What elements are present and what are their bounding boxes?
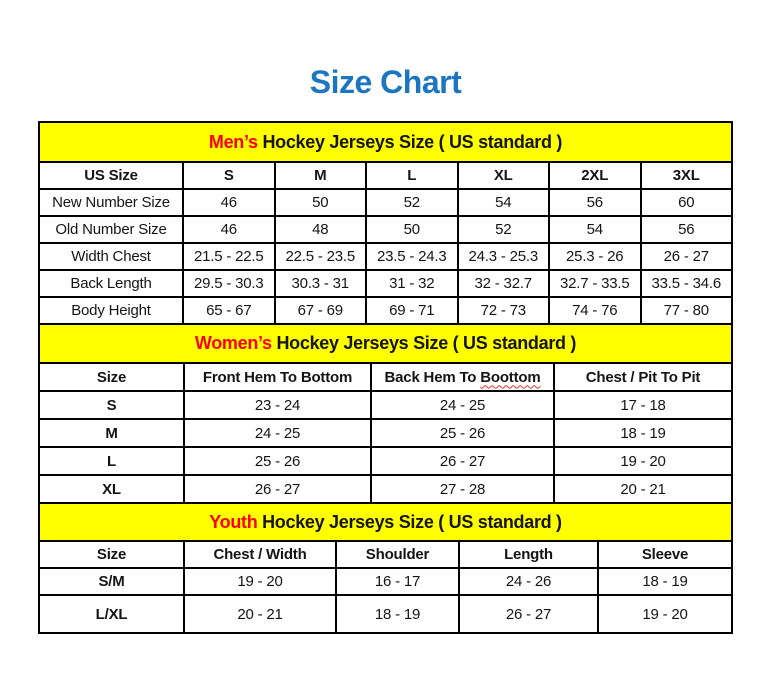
- men-cell-value: 56: [641, 216, 733, 243]
- youth-cell-value: 24 - 26: [459, 568, 598, 595]
- men-cell-value: 24.3 - 25.3: [458, 243, 550, 270]
- youth-column-header: Shoulder: [336, 541, 459, 568]
- men-cell-value: 65 - 67: [183, 297, 275, 324]
- women-column-header: Front Hem To Bottom: [184, 363, 371, 391]
- men-cell-value: 60: [641, 189, 733, 216]
- men-cell-value: 69 - 71: [366, 297, 458, 324]
- men-cell-value: 67 - 69: [275, 297, 367, 324]
- men-row-label: Body Height: [39, 297, 183, 324]
- youth-table-row: [39, 568, 732, 595]
- women-table-row: [39, 419, 732, 447]
- men-cell-value: 50: [366, 216, 458, 243]
- men-table-row: [39, 189, 732, 216]
- women-row-label: M: [39, 419, 184, 447]
- men-table-row: [39, 243, 732, 270]
- women-column-header: Back Hem To Boottom: [371, 363, 554, 391]
- men-cell-value: 72 - 73: [458, 297, 550, 324]
- women-cell-value: 26 - 27: [371, 447, 554, 475]
- men-cell-value: 46: [183, 189, 275, 216]
- youth-table-row: [39, 595, 732, 633]
- women-section-header: Women’s Hockey Jerseys Size ( US standard ): [39, 324, 732, 363]
- women-cell-value: 17 - 18: [554, 391, 732, 419]
- men-cell-value: 52: [458, 216, 550, 243]
- men-column-header: 2XL: [549, 162, 641, 189]
- youth-column-header: Chest / Width: [184, 541, 336, 568]
- men-cell-value: 33.5 - 34.6: [641, 270, 733, 297]
- women-column-header: Size: [39, 363, 184, 391]
- men-row-label: Back Length: [39, 270, 183, 297]
- women-cell-value: 26 - 27: [184, 475, 371, 503]
- youth-row-label: L/XL: [39, 595, 184, 633]
- misspelled-word-wavy-underline: Boottom: [480, 368, 541, 386]
- youth-column-header: Sleeve: [598, 541, 732, 568]
- women-cell-value: 24 - 25: [184, 419, 371, 447]
- women-table-row: [39, 447, 732, 475]
- youth-column-header: Size: [39, 541, 184, 568]
- men-column-header: L: [366, 162, 458, 189]
- mens-size-table: [38, 121, 733, 325]
- youth-row-label: S/M: [39, 568, 184, 595]
- youth-column-header: Length: [459, 541, 598, 568]
- men-cell-value: 23.5 - 24.3: [366, 243, 458, 270]
- youth-section-highlight: Youth: [209, 511, 258, 532]
- youth-cell-value: 18 - 19: [336, 595, 459, 633]
- men-table-row: [39, 216, 732, 243]
- women-cell-value: 27 - 28: [371, 475, 554, 503]
- women-cell-value: 18 - 19: [554, 419, 732, 447]
- men-cell-value: 54: [549, 216, 641, 243]
- women-row-label: L: [39, 447, 184, 475]
- women-column-header: Chest / Pit To Pit: [554, 363, 732, 391]
- women-table-row: [39, 475, 732, 503]
- women-cell-value: 24 - 25: [371, 391, 554, 419]
- page-title: Size Chart: [309, 64, 462, 100]
- youth-cell-value: 20 - 21: [184, 595, 336, 633]
- men-cell-value: 74 - 76: [549, 297, 641, 324]
- men-cell-value: 50: [275, 189, 367, 216]
- men-table-row: [39, 270, 732, 297]
- women-section-highlight: Women’s: [194, 333, 272, 353]
- women-cell-value: 19 - 20: [554, 447, 732, 475]
- men-cell-value: 30.3 - 31: [275, 270, 367, 297]
- men-cell-value: 48: [275, 216, 367, 243]
- men-section-highlight: Men’s: [208, 131, 258, 152]
- youth-cell-value: 18 - 19: [598, 568, 732, 595]
- women-table-row: [39, 391, 732, 419]
- womens-size-table: [38, 323, 733, 504]
- youth-cell-value: 19 - 20: [598, 595, 732, 633]
- men-cell-value: 29.5 - 30.3: [183, 270, 275, 297]
- men-cell-value: 46: [183, 216, 275, 243]
- men-column-header: XL: [458, 162, 550, 189]
- men-cell-value: 26 - 27: [641, 243, 733, 270]
- youth-size-table: [38, 502, 733, 634]
- men-cell-value: 52: [366, 189, 458, 216]
- men-column-header: US Size: [39, 162, 183, 189]
- men-cell-value: 31 - 32: [366, 270, 458, 297]
- men-column-header: M: [275, 162, 367, 189]
- women-cell-value: 25 - 26: [184, 447, 371, 475]
- men-column-header: 3XL: [641, 162, 733, 189]
- men-cell-value: 32 - 32.7: [458, 270, 550, 297]
- men-table-row: [39, 297, 732, 324]
- size-tables: [38, 121, 733, 634]
- women-row-label: XL: [39, 475, 184, 503]
- women-cell-value: 20 - 21: [554, 475, 732, 503]
- men-cell-value: 54: [458, 189, 550, 216]
- men-cell-value: 22.5 - 23.5: [275, 243, 367, 270]
- youth-cell-value: 16 - 17: [336, 568, 459, 595]
- women-row-label: S: [39, 391, 184, 419]
- men-cell-value: 77 - 80: [641, 297, 733, 324]
- men-column-header: S: [183, 162, 275, 189]
- men-cell-value: 56: [549, 189, 641, 216]
- youth-cell-value: 26 - 27: [459, 595, 598, 633]
- men-row-label: Width Chest: [39, 243, 183, 270]
- youth-section-header: Youth Hockey Jerseys Size ( US standard ): [39, 503, 732, 541]
- youth-cell-value: 19 - 20: [184, 568, 336, 595]
- men-cell-value: 32.7 - 33.5: [549, 270, 641, 297]
- men-row-label: Old Number Size: [39, 216, 183, 243]
- men-cell-value: 21.5 - 22.5: [183, 243, 275, 270]
- women-cell-value: 23 - 24: [184, 391, 371, 419]
- men-cell-value: 25.3 - 26: [549, 243, 641, 270]
- men-section-header: Men’s Hockey Jerseys Size ( US standard ): [39, 122, 732, 162]
- women-cell-value: 25 - 26: [371, 419, 554, 447]
- men-row-label: New Number Size: [39, 189, 183, 216]
